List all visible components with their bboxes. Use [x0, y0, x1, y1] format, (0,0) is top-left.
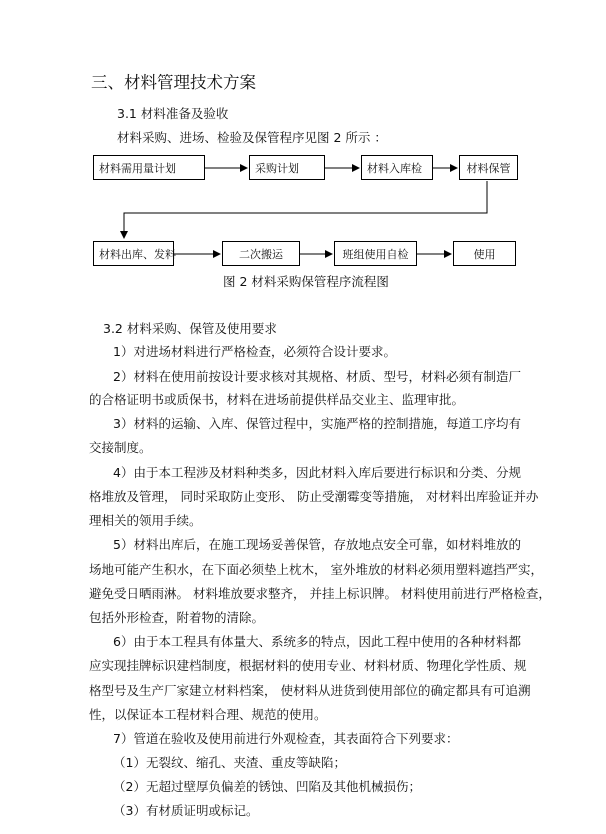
paragraph-line: 场地可能产生积水，在下面必须垫上枕木， 室外堆放的材料必须用塑料遮挡严实， [89, 562, 543, 577]
subsection-3-2-heading: 3.2 材料采购、保管及使用要求 [103, 321, 277, 336]
paragraph-line: 应实现挂牌标识建档制度，根据材料的使用专业、材料材质、物理化学性质、规 [89, 658, 527, 673]
paragraph-line: 2）材料在使用前按设计要求核对其规格、材质、型号，材料必须有制造厂 [113, 369, 521, 384]
paragraph-line: 3）材料的运输、入库、保管过程中，实施严格的控制措施，每道工序均有 [113, 416, 521, 431]
paragraph-line: 格型号及生产厂家建立材料档案， 使材料从进货到使用部位的确定都具有可追溯 [89, 683, 531, 698]
flowchart-intro: 材料采购、进场、检验及保管程序见图 2 所示 ： [117, 130, 387, 145]
flow-box-team-self-check: 班组使用自检 [334, 241, 417, 266]
paragraph-line: 性，以保证本工程材料合理、规范的使用。 [89, 707, 327, 722]
flow-box-warehouse-inspection: 材料入库检 [361, 155, 433, 180]
paragraph-line: 避免受日晒雨淋。 材料堆放要求整齐， 并挂上标识牌。 材料使用前进行严格检查， [89, 586, 551, 601]
flow-box-procurement-plan: 采购计划 [249, 155, 325, 180]
subsection-3-1-heading: 3.1 材料准备及验收 [117, 106, 229, 121]
paragraph-line: 交接制度。 [89, 440, 152, 455]
section-title: 三、材料管理技术方案 [91, 73, 256, 92]
paragraph-line: 的合格证明书或质保书，材料在进场前提供样品交业主、监理审批。 [89, 392, 465, 407]
paragraph-line: 理相关的领用手续。 [89, 513, 202, 528]
paragraph-line: 5）材料出库后，在施工现场妥善保管，存放地点安全可靠，如材料堆放的 [113, 537, 521, 552]
flow-box-secondary-transport: 二次搬运 [222, 241, 300, 266]
paragraph-line: 包括外形检查，附着物的清除。 [89, 610, 265, 625]
paragraph-line: 1）对进场材料进行严格检查，必须符合设计要求。 [113, 344, 396, 359]
paragraph-line: 4）由于本工程涉及材料种类多，因此材料入库后要进行标识和分类、分规 [113, 465, 521, 480]
paragraph-line: 6）由于本工程具有体量大、系统多的特点，因此工程中使用的各种材料都 [113, 634, 521, 649]
figure-caption: 图 2 材料采购保管程序流程图 [223, 274, 389, 289]
paragraph-line: （2）无超过壁厚负偏差的锈蚀、凹陷及其他机械损伤； [113, 779, 421, 794]
paragraph-line: 7）管道在验收及使用前进行外观检查，其表面符合下列要求： [113, 731, 459, 746]
arrow-4-5 [124, 181, 487, 238]
flow-box-material-demand-plan: 材料需用量计划 [93, 155, 205, 180]
flow-box-material-storage: 材料保管 [459, 155, 518, 180]
paragraph-line: （1）无裂纹、缩孔、夹渣、重皮等缺陷； [113, 755, 346, 770]
flow-box-material-issue: 材料出库、发料 [93, 241, 174, 266]
flow-box-use: 使用 [453, 241, 516, 266]
paragraph-line: （3）有材质证明或标记。 [113, 803, 259, 818]
paragraph-line: 格堆放及管理， 同时采取防止变形、 防止受潮霉变等措施， 对材料出库验证并办 [89, 489, 539, 504]
